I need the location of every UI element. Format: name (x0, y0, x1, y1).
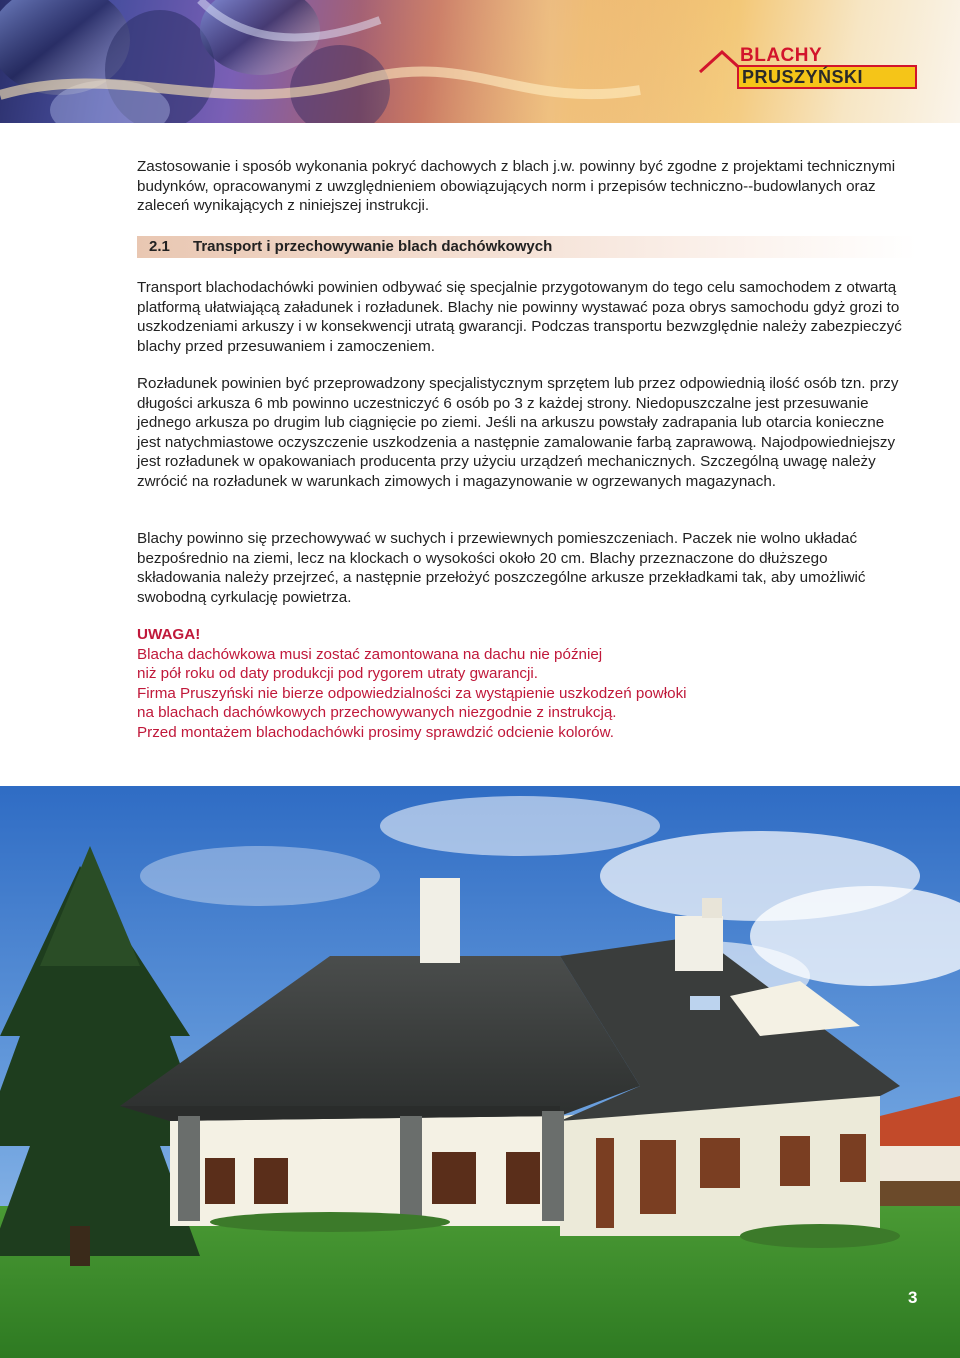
unloading-paragraph (137, 374, 907, 491)
warning-heading: UWAGA! (137, 626, 201, 643)
intro-paragraph (137, 157, 907, 216)
header-banner (0, 0, 960, 123)
logo-text-blachy: BLACHY (740, 45, 823, 66)
storage-paragraph (137, 529, 907, 607)
section-number: 2.1 (149, 238, 170, 255)
company-logo (698, 42, 918, 98)
logo-text-pruszynski: PRUSZYŃSKI (742, 67, 864, 87)
paragraph-text: Blachy powinno się przechowywać w suchych i przewiewnych pomieszczeniach. Paczek nie wolno układać bezpośrednio na ziemi, lecz na klockach o wysokości około 20 cm. Blachy przeznaczone do dłuższego składowania należy przejrzeć, a następnie przełożyć poszczególne arkusze przekładkami tak, aby umożliwić swobodną cyrkulację powietrza. (137, 530, 866, 606)
section-heading (137, 236, 917, 258)
section-title: Transport i przechowywanie blach dachówkowych (193, 238, 553, 255)
paragraph-text: Rozładunek powinien być przeprowadzony specjalistycznym sprzętem lub przez odpowiednią ilość osób tzn. przy długości arkusza 6 mb powinno uczestniczyć 6 osób po 3 z każdej strony. Niedopuszczalne jest przesuwanie jednego arkusza po drugim lub ciągnięcie po ziemi. Jeśli na arkuszu powstały zadrapania lub otarcia konieczne jest natychmiastowe oczyszczenie uszkodzenia a następnie zamalowanie farbą zaprawową. Najodpowiedniejszy jest rozładunek w opakowaniach producenta przy użyciu urządzeń mechanicznych. Szczególną uwagę należy zwrócić na rozładunek w warunkach zimowych i magazynowanie w ogrzewanych magazynach. (137, 375, 899, 490)
warning-line: Blacha dachówkowa musi zostać zamontowana na dachu nie później (137, 645, 603, 663)
warning-line: Przed montażem blachodachówki prosimy sprawdzić odcienie kolorów. (137, 723, 614, 741)
transport-paragraph (137, 278, 907, 356)
warning-block (137, 625, 837, 742)
chimney (675, 916, 723, 971)
chimney (420, 878, 460, 963)
warning-line: Firma Pruszyński nie bierze odpowiedzialności za wystąpienie uszkodzeń powłoki (137, 684, 687, 702)
house-photo (0, 786, 960, 1358)
warning-line: na blachach dachówkowych przechowywanych niezgodnie z instrukcją. (137, 704, 617, 721)
intro-text: Zastosowanie i sposób wykonania pokryć dachowych z blach j.w. powinny być zgodne z projektami technicznymi budynków, opracowanymi z uwzględnieniem obowiązujących norm i przepisów techniczno--budowlanych oraz zaleceń wynikających z niniejszej instrukcji. (137, 158, 896, 214)
page-number: 3 (908, 1288, 918, 1307)
warning-line: niż pół roku od daty produkcji pod rygorem utraty gwarancji. (137, 665, 538, 682)
paragraph-text: Transport blachodachówki powinien odbywać się specjalnie przygotowanym do tego celu samochodem z otwartą platformą ułatwiającą załadunek i rozładunek. Blachy nie powinny wystawać poza obrys samochodu gdyż grozi to uszkodzeniami arkuszy i w konsekwencji utratą gwarancji. Podczas transportu bezwzględnie należy zabezpieczyć blachy przed przesuwaniem i zamoczeniem. (137, 279, 902, 355)
